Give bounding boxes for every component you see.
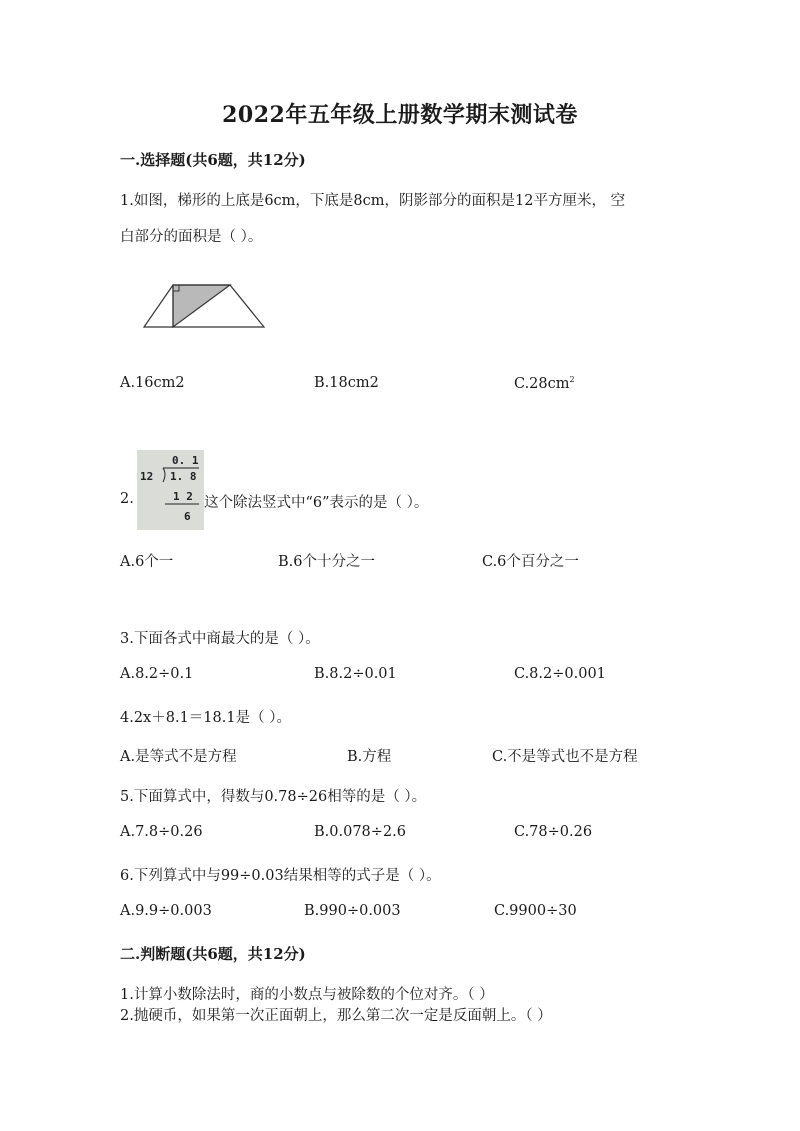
- q1-option-c: $C.28cm^2$: [514, 375, 575, 392]
- tf-question-2: 2.抛硬币，如果第一次正面朝上，那么第二次一定是反面朝上。（ ）: [120, 1008, 552, 1024]
- q4-option-b: B.方程: [347, 749, 392, 765]
- q3-option-b: B.8.2÷0.01: [314, 666, 397, 682]
- q5-option-c: C.78÷0.26: [514, 824, 593, 840]
- q3-option-c: C.8.2÷0.001: [514, 666, 606, 682]
- question-5: 5.下面算式中，得数与0.78÷26相等的是（ ）。: [120, 789, 427, 805]
- question-3: 3.下面各式中商最大的是（ ）。: [120, 631, 320, 647]
- section-heading-true-false: 二.判断题(共6题，共12分): [120, 945, 306, 963]
- div-quotient: 0. 1: [172, 454, 199, 467]
- trapezoid-figure: [140, 283, 266, 337]
- division-figure: [137, 450, 204, 530]
- q4-option-c: C.不是等式也不是方程: [492, 749, 638, 765]
- q4-option-a: A.是等式不是方程: [120, 749, 237, 765]
- question-2-number: 2.: [120, 491, 134, 507]
- div-remainder: 6: [184, 510, 191, 523]
- question-4: 4.2x＋8.1＝18.1是（ ）。: [120, 710, 291, 726]
- page-title: 2022年五年级上册数学期末测试卷: [222, 102, 578, 128]
- div-divisor: 12: [140, 470, 154, 483]
- q3-option-a: A.8.2÷0.1: [120, 666, 194, 682]
- q2-option-b: B.6个十分之一: [278, 554, 375, 570]
- q6-option-a: A.9.9÷0.003: [120, 903, 212, 919]
- q5-option-a: A.7.8÷0.26: [120, 824, 203, 840]
- question-1-line-2: 白部分的面积是（ ）。: [120, 229, 263, 245]
- div-dividend: 1. 8: [170, 470, 197, 483]
- section-heading-choice: 一.选择题(共6题，共12分): [120, 151, 306, 169]
- div-subtrahend: 1 2: [173, 490, 193, 503]
- q6-option-c: C.9900÷30: [494, 903, 577, 919]
- question-6: 6.下列算式中与99÷0.03结果相等的式子是（ ）。: [120, 868, 441, 884]
- q1-option-a: A.16cm2: [120, 375, 185, 391]
- question-2-text: 这个除法竖式中“6”表示的是（ ）。: [204, 495, 429, 511]
- q5-option-b: B.0.078÷2.6: [314, 824, 406, 840]
- tf-question-1: 1.计算小数除法时，商的小数点与被除数的个位对齐。（ ）: [120, 987, 494, 1003]
- question-1-line-1: 1.如图，梯形的上底是6cm，下底是8cm，阴影部分的面积是12平方厘米， 空: [120, 193, 626, 209]
- q6-option-b: B.990÷0.003: [304, 903, 401, 919]
- q1-option-b: B.18cm2: [314, 375, 379, 391]
- q2-option-a: A.6个一: [120, 554, 174, 570]
- q2-option-c: C.6个百分之一: [482, 554, 579, 570]
